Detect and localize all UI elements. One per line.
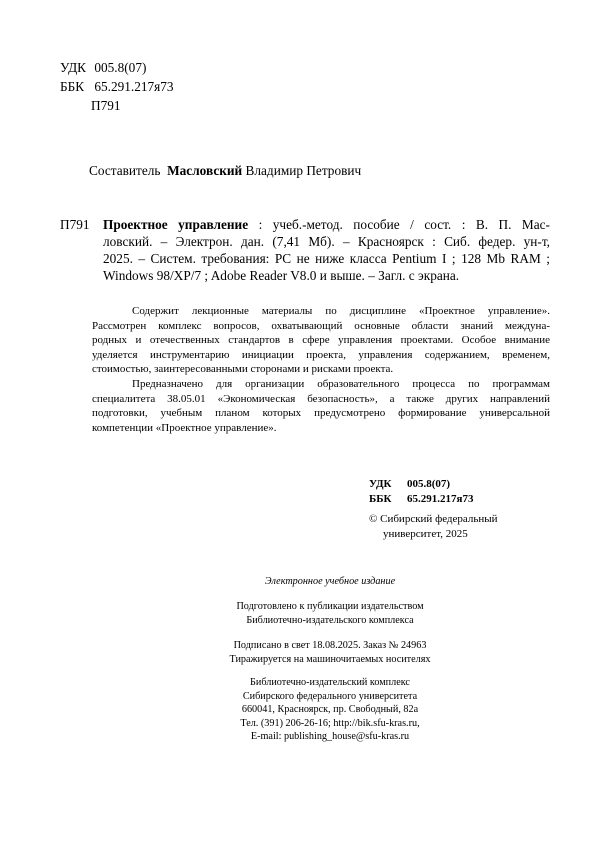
- udk-label: УДК: [60, 60, 87, 75]
- annotation-line: уделяется инструментарию инициации проекта, управления содержанием, временем,: [92, 348, 550, 361]
- bbk-label: ББК: [60, 79, 85, 94]
- prepared-block: [120, 600, 540, 627]
- entry-code: П791: [60, 217, 90, 232]
- udk-repeat-line: [369, 477, 473, 492]
- annotation-line: специалитета 38.05.01 «Экономическая безопасность», а также других направлений: [92, 392, 550, 405]
- annotation-line: Предназначено для организации образовательного процесса по программам: [132, 377, 550, 390]
- entry-line-1: [103, 216, 550, 233]
- publisher-email: E-mail: publishing_house@sfu-kras.ru: [250, 731, 410, 742]
- copyright-line-2: университет, 2025: [383, 527, 468, 540]
- prepared-line-2: Библиотечно-издательского комплекса: [246, 614, 414, 626]
- bbk-value: 65.291.217я73: [94, 79, 174, 94]
- udk-line: [60, 59, 146, 76]
- annotation-line: Рассмотрен комплекс вопросов, охватывающий основные области знаний междуна-: [92, 319, 550, 332]
- edition-type: Электронное учебное издание: [264, 576, 396, 587]
- compiler-line: [89, 162, 361, 179]
- prepared-line-1: Подготовлено к публикации издательством: [236, 601, 424, 612]
- annotation: [92, 304, 550, 435]
- copyright-block: [369, 512, 498, 541]
- annotation-line: подготовки, учебным планом которых предусмотрено формирование универсальной: [92, 407, 550, 420]
- annotation-line: компетенции «Проектное управление».: [92, 421, 277, 434]
- entry-line-1-text: : учеб.-метод. пособие / сост. : В. П. Мас-: [248, 217, 550, 232]
- bbk-repeat-label: ББК: [369, 492, 392, 505]
- udk-repeat-value: 005.8(07): [407, 478, 451, 490]
- annotation-line: Содержит лекционные материалы по дисциплине «Проектное управление».: [132, 305, 550, 317]
- bbk-repeat-line: [369, 492, 473, 507]
- udk-value: 005.8(07): [94, 60, 147, 75]
- publisher-phone: Тел. (391) 206-26-16; http://bik.sfu-kras.ru,: [240, 717, 420, 729]
- replicated-line: Тиражируется на машиночитаемых носителях: [229, 653, 431, 665]
- bbk-repeat-value: 65.291.217я73: [407, 492, 474, 505]
- signed-block: [120, 639, 540, 666]
- bibliographic-entry: [60, 216, 550, 284]
- udk-repeat-label: УДК: [369, 478, 392, 490]
- compiler-surname: Масловский: [167, 163, 243, 178]
- annotation-line: стоимостью, заинтересованными сторонами и рисками проекта.: [92, 363, 394, 376]
- bbk-line: [60, 78, 174, 95]
- signed-line: Подписано в свет 18.08.2025. Заказ № 24963: [233, 640, 427, 651]
- annotation-line: родных и отечественных стандартов в сфере управления проектами. Особое внимание: [92, 334, 550, 347]
- copyright-line-1: © Сибирский федеральный: [369, 513, 498, 525]
- entry-line-2: ловский. – Электрон. дан. (7,41 Мб). – Красноярск : Сиб. федер. ун-т,: [103, 234, 550, 249]
- entry-line-4: Windows 98/XP/7 ; Adobe Reader V8.0 и выше. – Загл. с экрана.: [103, 268, 460, 283]
- classification-repeat: [369, 477, 473, 506]
- compiler-name: Владимир Петрович: [245, 163, 362, 178]
- publisher-line-1: Библиотечно-издательский комплекс: [250, 677, 410, 688]
- publisher-address: 660041, Красноярск, пр. Свободный, 82а: [241, 704, 419, 715]
- publisher-block: [120, 676, 540, 744]
- author-sign: П791: [91, 98, 121, 113]
- entry-title: Проектное управление: [103, 217, 249, 232]
- publisher-line-2: Сибирского федерального университета: [242, 690, 418, 702]
- entry-line-3: 2025. – Систем. требования: PC не ниже класса Pentium I ; 128 Mb RAM ;: [103, 251, 550, 266]
- compiler-label: Составитель: [89, 163, 161, 178]
